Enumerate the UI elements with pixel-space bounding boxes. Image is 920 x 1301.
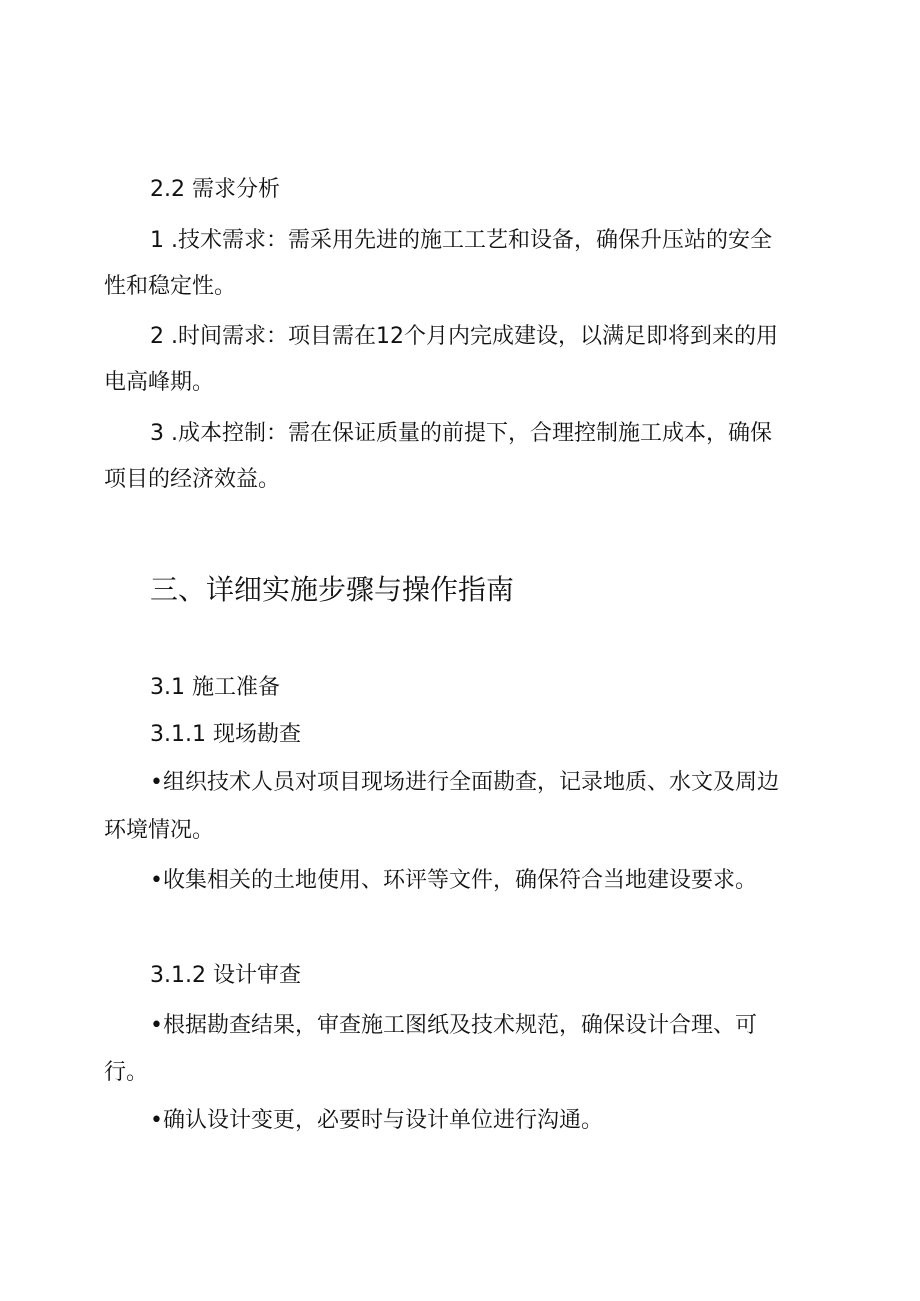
bullet-item-line-2: 行。: [104, 1060, 149, 1085]
section-heading-3-1: 3.1 施工准备: [150, 675, 280, 700]
bullet-item-line-1: •确认设计变更，必要时与设计单位进行沟通。: [150, 1108, 603, 1133]
requirement-item-2-line-2: 电高峰期。: [104, 370, 215, 395]
requirement-lead: 1 .技术需求：: [150, 228, 288, 253]
bullet-item-line-2: 环境情况。: [104, 818, 215, 843]
section-heading-2-2: 2.2 需求分析: [150, 177, 280, 202]
section-heading-3-1-2: 3.1.2 设计审查: [150, 963, 301, 988]
requirement-item-1-line-1: [150, 226, 772, 256]
requirement-lead: 3 .成本控制：: [150, 421, 288, 446]
requirement-lead: 2 .时间需求：: [150, 324, 288, 349]
requirement-text: 项目需在12个月内完成建设，以满足即将到来的用: [287, 324, 778, 349]
requirement-item-1-line-2: 性和稳定性。: [104, 274, 237, 299]
requirement-item-3-line-1: [150, 419, 772, 449]
requirement-text: 需在保证质量的前提下，合理控制施工成本，确保: [287, 421, 772, 446]
requirement-item-2-line-1: [150, 322, 778, 352]
bullet-item-line-1: •收集相关的土地使用、环评等文件，确保符合当地建设要求。: [150, 868, 757, 893]
requirement-text: 需采用先进的施工工艺和设备，确保升压站的安全: [287, 228, 772, 253]
requirement-item-3-line-2: 项目的经济效益。: [104, 467, 281, 492]
section-heading-3-1-1: 3.1.1 现场勘查: [150, 722, 301, 747]
bullet-item-line-1: •根据勘查结果，审查施工图纸及技术规范，确保设计合理、可: [150, 1013, 757, 1038]
section-title-3: 三、详细实施步骤与操作指南: [150, 573, 515, 606]
bullet-item-line-1: •组织技术人员对项目现场进行全面勘查，记录地质、水文及周边: [150, 770, 779, 795]
